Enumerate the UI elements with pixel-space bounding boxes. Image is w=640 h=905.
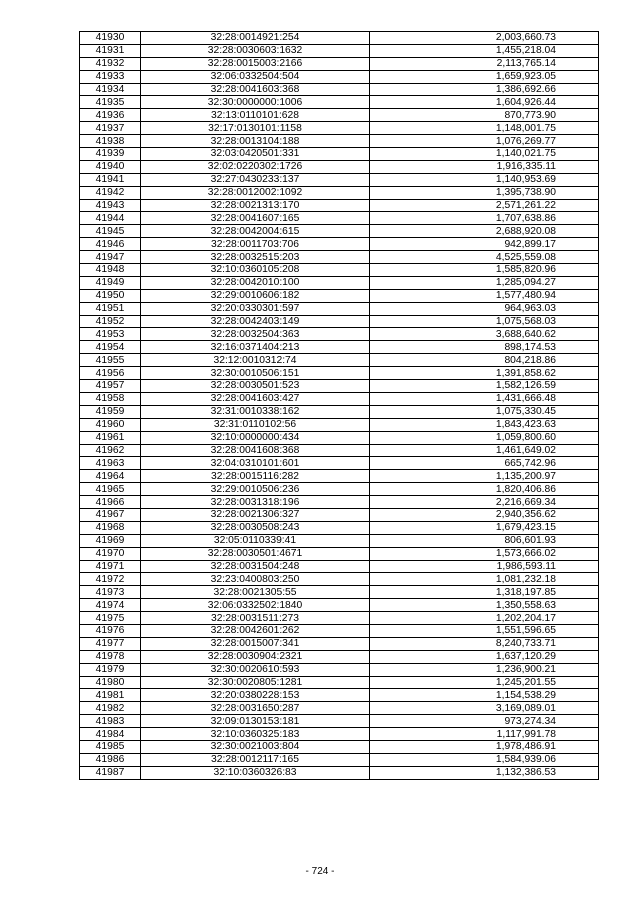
cadastral-number: 32:28:0021305:55 <box>141 586 370 599</box>
cadastral-value: 1,245,201.55 <box>370 676 599 689</box>
cadastral-number: 32:28:0042004:615 <box>141 225 370 238</box>
cadastral-value: 1,577,480.94 <box>370 289 599 302</box>
table-row <box>80 547 599 560</box>
row-number: 41934 <box>80 83 141 96</box>
cadastral-number: 32:31:0010338:162 <box>141 405 370 418</box>
cadastral-number: 32:28:0041607:165 <box>141 212 370 225</box>
table-row <box>80 715 599 728</box>
row-number: 41943 <box>80 199 141 212</box>
cadastral-value: 1,140,021.75 <box>370 148 599 161</box>
cadastral-value: 1,551,596.65 <box>370 624 599 637</box>
cadastral-number: 32:30:0020805:1281 <box>141 676 370 689</box>
cadastral-number: 32:30:0000000:1006 <box>141 96 370 109</box>
row-number: 41953 <box>80 328 141 341</box>
cadastral-number: 32:28:0030904:2321 <box>141 650 370 663</box>
table-row <box>80 122 599 135</box>
cadastral-value: 1,916,335.11 <box>370 160 599 173</box>
row-number: 41958 <box>80 392 141 405</box>
cadastral-value: 942,899.17 <box>370 238 599 251</box>
row-number: 41961 <box>80 431 141 444</box>
table-row <box>80 367 599 380</box>
cadastral-number: 32:16:0371404:213 <box>141 341 370 354</box>
cadastral-value: 1,395,738.90 <box>370 186 599 199</box>
cadastral-value: 3,688,640.62 <box>370 328 599 341</box>
cadastral-number: 32:28:0021313:170 <box>141 199 370 212</box>
row-number: 41937 <box>80 122 141 135</box>
cadastral-number: 32:28:0014921:254 <box>141 32 370 45</box>
row-number: 41977 <box>80 637 141 650</box>
row-number: 41947 <box>80 251 141 264</box>
cadastral-number: 32:28:0011703:706 <box>141 238 370 251</box>
row-number: 41946 <box>80 238 141 251</box>
cadastral-number: 32:04:0310101:601 <box>141 457 370 470</box>
row-number: 41932 <box>80 57 141 70</box>
cadastral-value: 1,637,120.29 <box>370 650 599 663</box>
row-number: 41972 <box>80 573 141 586</box>
table-row <box>80 663 599 676</box>
cadastral-value: 2,216,669.34 <box>370 496 599 509</box>
table-row <box>80 612 599 625</box>
cadastral-number: 32:28:0042601:262 <box>141 624 370 637</box>
table-row <box>80 251 599 264</box>
cadastral-number: 32:09:0130153:181 <box>141 715 370 728</box>
cadastral-value: 1,386,692.66 <box>370 83 599 96</box>
page-number: - 724 - <box>305 866 335 877</box>
cadastral-value: 2,113,765.14 <box>370 57 599 70</box>
cadastral-number: 32:30:0020610:593 <box>141 663 370 676</box>
cadastral-value: 804,218.86 <box>370 354 599 367</box>
row-number: 41963 <box>80 457 141 470</box>
table-row <box>80 483 599 496</box>
cadastral-value: 1,350,558.63 <box>370 599 599 612</box>
cadastral-number: 32:28:0042403:149 <box>141 315 370 328</box>
table-row <box>80 470 599 483</box>
cadastral-number: 32:12:0010312:74 <box>141 354 370 367</box>
row-number: 41962 <box>80 444 141 457</box>
cadastral-value: 898,174.53 <box>370 341 599 354</box>
row-number: 41939 <box>80 148 141 161</box>
cadastral-value: 1,081,232.18 <box>370 573 599 586</box>
cadastral-value: 973,274.34 <box>370 715 599 728</box>
table-row <box>80 418 599 431</box>
row-number: 41965 <box>80 483 141 496</box>
row-number: 41978 <box>80 650 141 663</box>
row-number: 41940 <box>80 160 141 173</box>
table-row <box>80 32 599 45</box>
row-number: 41951 <box>80 302 141 315</box>
cadastral-value: 1,148,001.75 <box>370 122 599 135</box>
row-number: 41986 <box>80 753 141 766</box>
row-number: 41970 <box>80 547 141 560</box>
table-row <box>80 264 599 277</box>
cadastral-number: 32:28:0012117:165 <box>141 753 370 766</box>
cadastral-value: 1,117,991.78 <box>370 728 599 741</box>
cadastral-number: 32:28:0031504:248 <box>141 560 370 573</box>
row-number: 41942 <box>80 186 141 199</box>
table-row <box>80 212 599 225</box>
cadastral-value: 1,285,094.27 <box>370 276 599 289</box>
cadastral-number: 32:28:0041603:368 <box>141 83 370 96</box>
table-row <box>80 44 599 57</box>
table-row <box>80 238 599 251</box>
cadastral-value: 1,582,126.59 <box>370 380 599 393</box>
cadastral-number: 32:28:0041603:427 <box>141 392 370 405</box>
cadastral-value: 1,679,423.15 <box>370 521 599 534</box>
table-row <box>80 135 599 148</box>
cadastral-number: 32:30:0010506:151 <box>141 367 370 380</box>
cadastral-number: 32:28:0031511:273 <box>141 612 370 625</box>
cadastral-value: 1,076,269.77 <box>370 135 599 148</box>
row-number: 41938 <box>80 135 141 148</box>
cadastral-number: 32:20:0330301:597 <box>141 302 370 315</box>
cadastral-value: 1,135,200.97 <box>370 470 599 483</box>
table-row <box>80 186 599 199</box>
table-row <box>80 70 599 83</box>
cadastral-number: 32:28:0030501:4671 <box>141 547 370 560</box>
row-number: 41964 <box>80 470 141 483</box>
table-body <box>80 32 599 780</box>
table-row <box>80 586 599 599</box>
table-row <box>80 289 599 302</box>
cadastral-number: 32:28:0042010:100 <box>141 276 370 289</box>
cadastral-number: 32:28:0031318:196 <box>141 496 370 509</box>
cadastral-value: 8,240,733.71 <box>370 637 599 650</box>
cadastral-number: 32:29:0010606:182 <box>141 289 370 302</box>
cadastral-value: 870,773.90 <box>370 109 599 122</box>
table-row <box>80 276 599 289</box>
cadastral-number: 32:20:0380228:153 <box>141 689 370 702</box>
cadastral-number: 32:10:0360326:83 <box>141 766 370 779</box>
cadastral-value: 1,154,538.29 <box>370 689 599 702</box>
cadastral-number: 32:10:0360325:183 <box>141 728 370 741</box>
row-number: 41945 <box>80 225 141 238</box>
table-row <box>80 702 599 715</box>
cadastral-number: 32:17:0130101:1158 <box>141 122 370 135</box>
table-row <box>80 753 599 766</box>
cadastral-value: 2,688,920.08 <box>370 225 599 238</box>
cadastral-value: 665,742.96 <box>370 457 599 470</box>
table-row <box>80 302 599 315</box>
table-row <box>80 457 599 470</box>
row-number: 41956 <box>80 367 141 380</box>
table-row <box>80 199 599 212</box>
table-row <box>80 96 599 109</box>
cadastral-number: 32:02:0220302:1726 <box>141 160 370 173</box>
cadastral-value: 1,707,638.86 <box>370 212 599 225</box>
cadastral-value-table <box>79 31 599 780</box>
row-number: 41930 <box>80 32 141 45</box>
cadastral-value: 2,940,356.62 <box>370 508 599 521</box>
row-number: 41955 <box>80 354 141 367</box>
row-number: 41967 <box>80 508 141 521</box>
table-row <box>80 315 599 328</box>
cadastral-number: 32:28:0030501:523 <box>141 380 370 393</box>
cadastral-value: 964,963.03 <box>370 302 599 315</box>
cadastral-value: 1,132,386.53 <box>370 766 599 779</box>
cadastral-value: 1,843,423.63 <box>370 418 599 431</box>
cadastral-number: 32:29:0010506:236 <box>141 483 370 496</box>
cadastral-number: 32:06:0332504:504 <box>141 70 370 83</box>
cadastral-value: 3,169,089.01 <box>370 702 599 715</box>
row-number: 41974 <box>80 599 141 612</box>
cadastral-number: 32:10:0000000:434 <box>141 431 370 444</box>
cadastral-number: 32:28:0013104:188 <box>141 135 370 148</box>
table-row <box>80 740 599 753</box>
table-row <box>80 57 599 70</box>
cadastral-value: 1,604,926.44 <box>370 96 599 109</box>
table-row <box>80 573 599 586</box>
cadastral-number: 32:28:0030603:1632 <box>141 44 370 57</box>
cadastral-value: 1,059,800.60 <box>370 431 599 444</box>
cadastral-number: 32:28:0015003:2166 <box>141 57 370 70</box>
cadastral-number: 32:13:0110101:628 <box>141 109 370 122</box>
cadastral-value: 1,455,218.04 <box>370 44 599 57</box>
cadastral-value: 1,461,649.02 <box>370 444 599 457</box>
cadastral-value: 1,978,486.91 <box>370 740 599 753</box>
table-row <box>80 380 599 393</box>
cadastral-number: 32:28:0015116:282 <box>141 470 370 483</box>
cadastral-value: 1,318,197.85 <box>370 586 599 599</box>
cadastral-number: 32:27:0430233:137 <box>141 173 370 186</box>
cadastral-number: 32:03:0420501:331 <box>141 148 370 161</box>
row-number: 41973 <box>80 586 141 599</box>
row-number: 41966 <box>80 496 141 509</box>
row-number: 41976 <box>80 624 141 637</box>
table-row <box>80 392 599 405</box>
cadastral-value: 1,202,204.17 <box>370 612 599 625</box>
row-number: 41971 <box>80 560 141 573</box>
row-number: 41987 <box>80 766 141 779</box>
table-row <box>80 83 599 96</box>
row-number: 41941 <box>80 173 141 186</box>
cadastral-number: 32:05:0110339:41 <box>141 534 370 547</box>
table-row <box>80 496 599 509</box>
table-row <box>80 728 599 741</box>
row-number: 41957 <box>80 380 141 393</box>
table-row <box>80 148 599 161</box>
row-number: 41981 <box>80 689 141 702</box>
table-row <box>80 341 599 354</box>
row-number: 41959 <box>80 405 141 418</box>
cadastral-value: 1,236,900.21 <box>370 663 599 676</box>
cadastral-value: 1,584,939.06 <box>370 753 599 766</box>
cadastral-number: 32:10:0360105:208 <box>141 264 370 277</box>
table-row <box>80 109 599 122</box>
table-row <box>80 431 599 444</box>
row-number: 41982 <box>80 702 141 715</box>
row-number: 41931 <box>80 44 141 57</box>
table-row <box>80 444 599 457</box>
table-row <box>80 405 599 418</box>
row-number: 41960 <box>80 418 141 431</box>
cadastral-value: 1,431,666.48 <box>370 392 599 405</box>
row-number: 41985 <box>80 740 141 753</box>
row-number: 41975 <box>80 612 141 625</box>
cadastral-value: 2,571,261.22 <box>370 199 599 212</box>
row-number: 41968 <box>80 521 141 534</box>
row-number: 41980 <box>80 676 141 689</box>
row-number: 41936 <box>80 109 141 122</box>
table-row <box>80 225 599 238</box>
cadastral-value: 1,573,666.02 <box>370 547 599 560</box>
cadastral-value: 4,525,559.08 <box>370 251 599 264</box>
cadastral-value: 1,585,820.96 <box>370 264 599 277</box>
cadastral-number: 32:31:0110102:56 <box>141 418 370 431</box>
row-number: 41979 <box>80 663 141 676</box>
cadastral-number: 32:28:0031650:287 <box>141 702 370 715</box>
cadastral-value: 2,003,660.73 <box>370 32 599 45</box>
table-row <box>80 160 599 173</box>
table-row <box>80 599 599 612</box>
cadastral-number: 32:28:0041608:368 <box>141 444 370 457</box>
cadastral-value: 1,820,406.86 <box>370 483 599 496</box>
cadastral-value: 1,986,593.11 <box>370 560 599 573</box>
cadastral-number: 32:28:0021306:327 <box>141 508 370 521</box>
row-number: 41950 <box>80 289 141 302</box>
table-row <box>80 689 599 702</box>
table-row <box>80 508 599 521</box>
cadastral-number: 32:28:0012002:1092 <box>141 186 370 199</box>
row-number: 41944 <box>80 212 141 225</box>
cadastral-value: 806,601.93 <box>370 534 599 547</box>
table-row <box>80 624 599 637</box>
table-row <box>80 650 599 663</box>
cadastral-value: 1,391,858.62 <box>370 367 599 380</box>
row-number: 41984 <box>80 728 141 741</box>
cadastral-value: 1,075,568.03 <box>370 315 599 328</box>
table-row <box>80 766 599 779</box>
row-number: 41954 <box>80 341 141 354</box>
table-row <box>80 560 599 573</box>
table-row <box>80 328 599 341</box>
cadastral-number: 32:23:0400803:250 <box>141 573 370 586</box>
row-number: 41933 <box>80 70 141 83</box>
cadastral-number: 32:28:0032515:203 <box>141 251 370 264</box>
row-number: 41949 <box>80 276 141 289</box>
table-row <box>80 173 599 186</box>
cadastral-value: 1,140,953.69 <box>370 173 599 186</box>
row-number: 41969 <box>80 534 141 547</box>
cadastral-number: 32:28:0032504:363 <box>141 328 370 341</box>
row-number: 41948 <box>80 264 141 277</box>
table-row <box>80 676 599 689</box>
cadastral-number: 32:30:0021003:804 <box>141 740 370 753</box>
table-row <box>80 637 599 650</box>
row-number: 41983 <box>80 715 141 728</box>
table-row <box>80 354 599 367</box>
cadastral-number: 32:28:0030508:243 <box>141 521 370 534</box>
row-number: 41935 <box>80 96 141 109</box>
cadastral-number: 32:06:0332502:1840 <box>141 599 370 612</box>
cadastral-number: 32:28:0015007:341 <box>141 637 370 650</box>
cadastral-value: 1,659,923.05 <box>370 70 599 83</box>
cadastral-value: 1,075,330.45 <box>370 405 599 418</box>
table-row <box>80 534 599 547</box>
row-number: 41952 <box>80 315 141 328</box>
table-row <box>80 521 599 534</box>
